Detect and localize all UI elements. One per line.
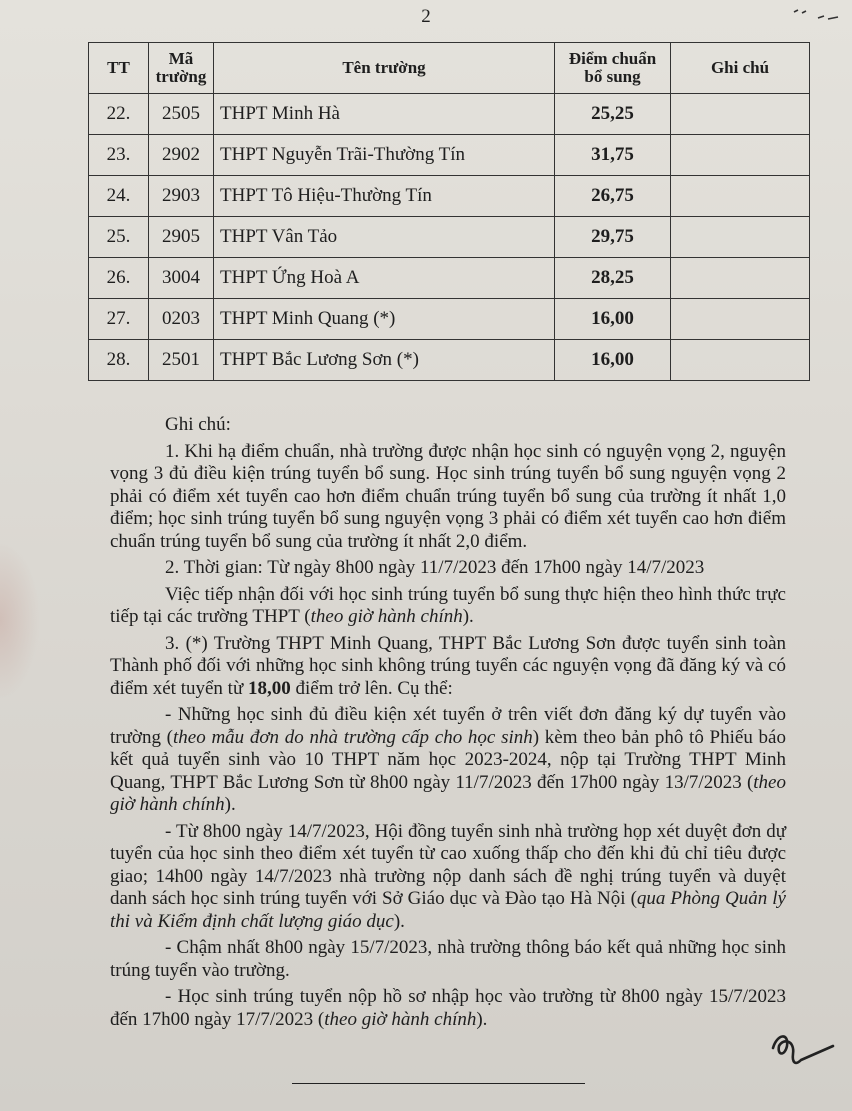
note-bullet-1-b: ) kèm theo bản phô tô Phiếu báo kết quả tuyển sinh vào 10 THPT năm học 2023-2024, nộp tại Trường THPT Minh Quang, THPT Bắc Lương Sơn từ 8h00 ngày 11/7/2023 đến 17h00 ngày 13/7/2023 ( [110,726,786,793]
cell-name: THPT Nguyễn Trãi-Thường Tín [214,135,555,176]
cell-name: THPT Minh Quang (*) [214,299,555,340]
note-item-3-text: 3. (*) Trường THPT Minh Quang, THPT Bắc Lương Sơn được tuyển sinh toàn Thành phố đối với những học sinh không trúng tuyển các nguyện vọng đã đăng ký và có điểm xét tuyển từ [110,632,786,699]
cell-score: 28,25 [555,258,671,299]
table-row [89,258,810,299]
cell-tt: 23. [89,135,149,176]
cell-tt: 25. [89,217,149,258]
table-header-row [89,43,810,94]
note-bullet-1-em2: theo giờ hành chính [110,771,786,815]
cell-code: 2903 [149,176,214,217]
note-bullet-4-em: theo giờ hành chính [324,1008,477,1030]
note-item-1: 1. Khi hạ điểm chuẩn, nhà trường được nhận học sinh có nguyện vọng 2, nguyện vọng 3 đủ điều kiện trúng tuyển bổ sung. Học sinh trúng tuyển bổ sung nguyện vọng 2 phải có điểm xét tuyển cao hơn điểm chuẩn trúng tuyển bổ sung của trường ít nhất 1,0 điểm; học sinh trúng tuyển bổ sung nguyện vọng 3 phải có điểm xét tuyển cao hơn điểm chuẩn trúng tuyển bổ sung của trường ít nhất 2,0 điểm. [110,440,786,552]
note-bullet-1-c: ). [224,794,236,815]
table-row [89,176,810,217]
notes-section [110,414,786,1035]
note-bullet-2 [110,821,786,934]
stamp-shadow [0,540,40,700]
cell-code: 2905 [149,217,214,258]
note-bullet-4-b: ). [476,1008,488,1030]
cell-name: THPT Vân Tảo [214,217,555,258]
cell-tt: 28. [89,340,149,381]
table-row [89,340,810,381]
cell-note [671,299,810,340]
table-row [89,299,810,340]
note-item-2-detail [110,584,786,629]
note-bullet-4-a: - Học sinh trúng tuyển nộp hồ sơ nhập học vào trường từ 8h00 ngày 15/7/2023 đến 17h00 ngày 17/7/2023 ( [110,986,786,1030]
cell-note [671,176,810,217]
cell-name: THPT Ứng Hoà A [214,258,555,299]
note-item-3-score: 18,00 [248,677,291,699]
note-item-2-detail-emphasis: theo giờ hành chính [310,606,463,627]
note-item-2: 2. Thời gian: Từ ngày 8h00 ngày 11/7/2023 đến 17h00 ngày 14/7/2023 [165,557,705,578]
header-school-name: Tên trường [214,43,555,94]
table-row [89,217,810,258]
cell-note [671,135,810,176]
notes-title: Ghi chú: [165,414,231,435]
corner-scribble-icon [792,6,840,24]
cell-code: 2505 [149,94,214,135]
header-score [555,43,671,94]
cell-name: THPT Tô Hiệu-Thường Tín [214,176,555,217]
cell-note [671,340,810,381]
cell-tt: 27. [89,299,149,340]
cell-code: 2501 [149,340,214,381]
cell-name: THPT Bắc Lương Sơn (*) [214,340,555,381]
table-row [89,94,810,135]
handwritten-signature-icon [765,1020,835,1070]
table-row [89,135,810,176]
note-item-2-detail-end: ). [462,606,474,627]
cell-code: 3004 [149,258,214,299]
header-score-line1: Điểm chuẩn [568,49,657,68]
header-school-code [149,43,214,94]
note-item-2-detail-text: Việc tiếp nhận đối với học sinh trúng tuyển bổ sung thực hiện theo hình thức trực tiếp tại các trường THPT ( [110,583,786,627]
note-bullet-1 [110,704,786,817]
note-bullet-2-a: - Từ 8h00 ngày 14/7/2023, Hội đồng tuyển sinh nhà trường họp xét duyệt đơn dự tuyển của học sinh theo điểm xét tuyển từ cao xuống thấp cho đến khi đủ chỉ tiêu được giao; 14h00 ngày 14/7/2023 nhà trường nộp danh sách đề nghị trúng tuyển và duyệt danh sách học sinh trúng tuyển với Sở Giáo dục và Đào tạo Hà Nội ( [110,820,786,909]
note-bullet-4 [110,986,786,1031]
bottom-rule [292,1083,585,1084]
header-note: Ghi chú [671,43,810,94]
header-tt: TT [89,43,149,94]
header-school-code-line1: Mã [168,49,194,68]
header-school-code-line2: trường [155,67,207,86]
note-bullet-1-a: - Những học sinh đủ điều kiện xét tuyển ở trên viết đơn đăng ký dự tuyển vào trường ( [110,704,786,748]
note-bullet-2-em: qua Phòng Quản lý thi và Kiểm định chất lượng giáo dục [110,888,786,932]
cell-score: 25,25 [555,94,671,135]
note-item-3-end: điểm trở lên. Cụ thể: [290,677,453,699]
header-score-line2: bổ sung [584,67,641,86]
cell-tt: 26. [89,258,149,299]
cell-score: 29,75 [555,217,671,258]
cell-name: THPT Minh Hà [214,94,555,135]
note-bullet-1-em1: theo mẫu đơn do nhà trường cấp cho học sinh [173,726,533,748]
cell-code: 2902 [149,135,214,176]
page-number: 2 [421,6,431,27]
cell-note [671,94,810,135]
cell-score: 26,75 [555,176,671,217]
note-bullet-2-b: ). [393,910,405,932]
cell-tt: 24. [89,176,149,217]
cell-score: 16,00 [555,299,671,340]
cell-score: 31,75 [555,135,671,176]
cell-tt: 22. [89,94,149,135]
cell-note [671,217,810,258]
school-score-table [88,42,810,381]
cell-score: 16,00 [555,340,671,381]
cell-note [671,258,810,299]
note-item-3 [110,633,786,701]
cell-code: 0203 [149,299,214,340]
note-bullet-3: - Chậm nhất 8h00 ngày 15/7/2023, nhà trường thông báo kết quả những học sinh trúng tuyển vào trường. [110,937,786,981]
